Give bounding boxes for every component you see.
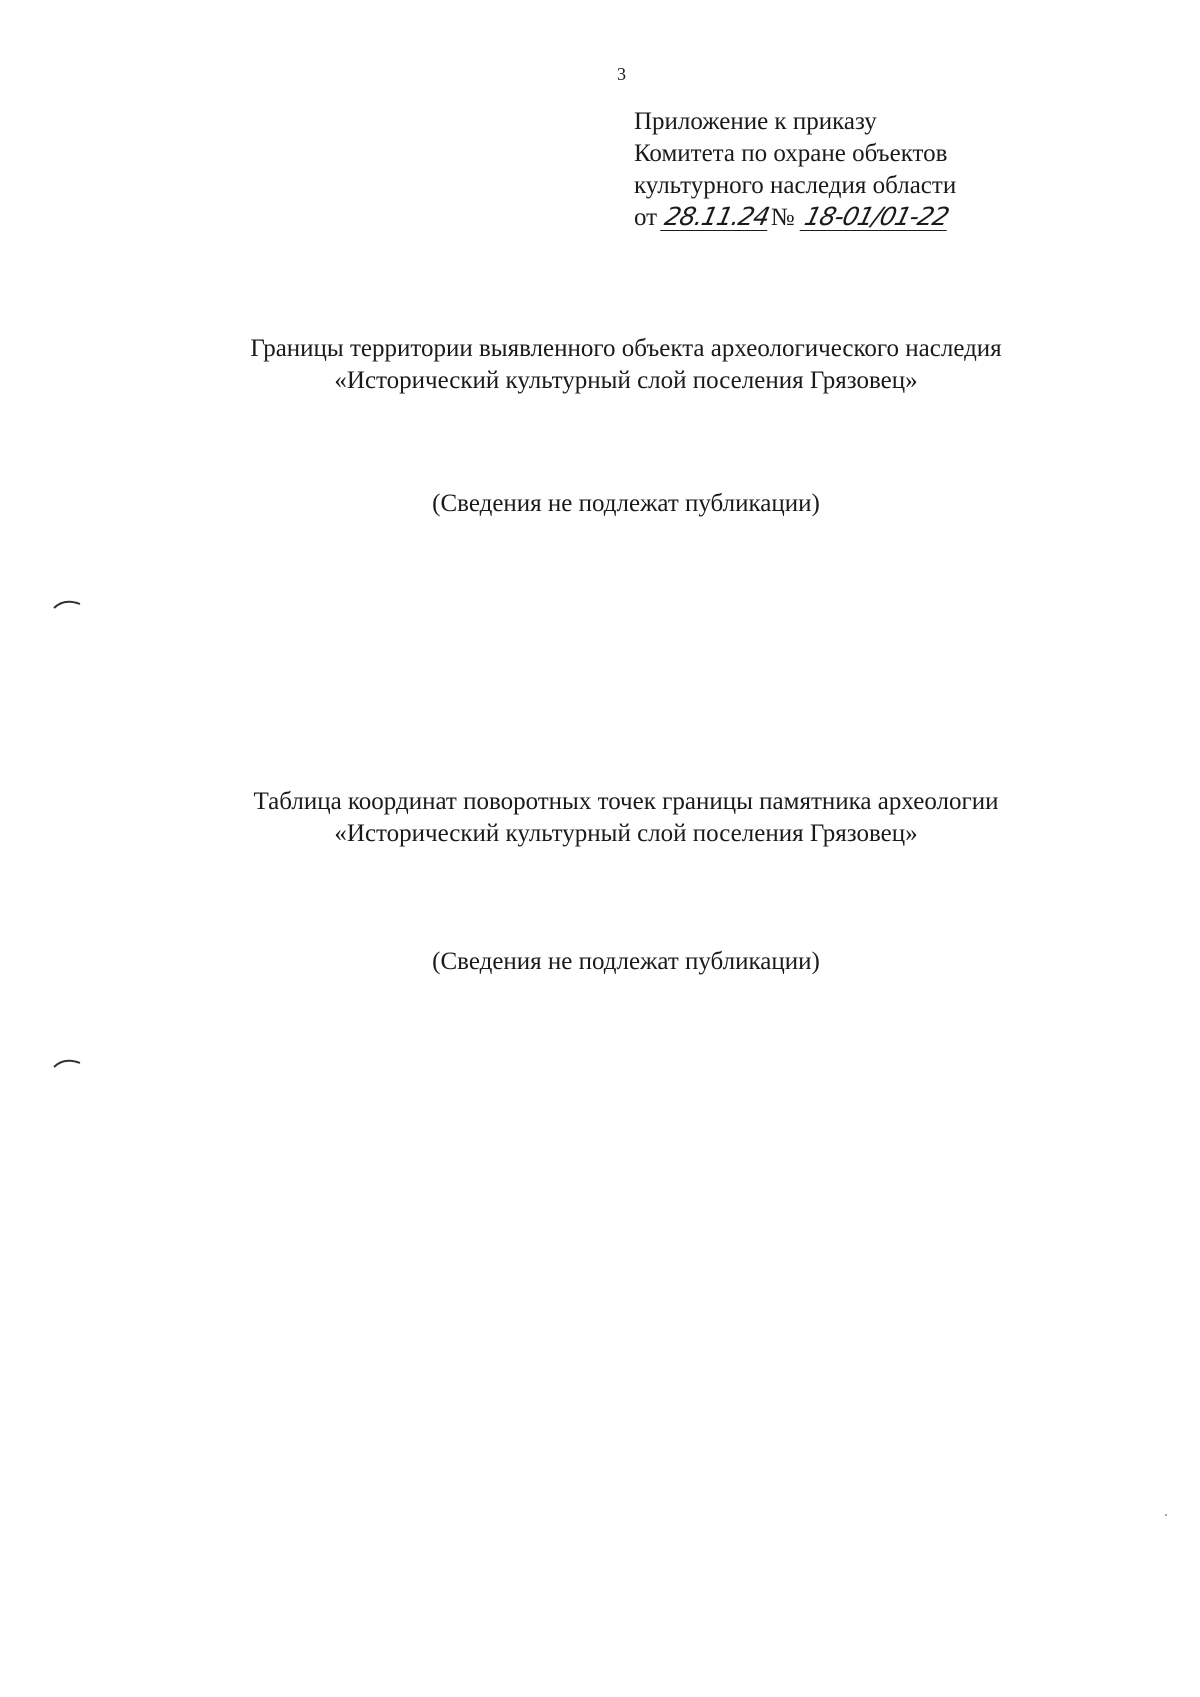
scan-speck (1165, 1514, 1167, 1516)
handwritten-date: 28.11.24 (662, 202, 772, 231)
section-2-title (0, 786, 1200, 850)
punch-hole-mark-icon (52, 1055, 82, 1069)
section-2-title-line-2: «Исторический культурный слой поселения Грязовец» (334, 820, 918, 847)
number-sign: № (770, 204, 795, 231)
section-1-title-line-2: «Исторический культурный слой поселения Грязовец» (334, 367, 918, 394)
appendix-line-1: Приложение к приказу (634, 108, 877, 135)
order-date-number-line (634, 202, 956, 234)
handwritten-order-number: 18-01/01-22 (801, 202, 952, 231)
appendix-header (634, 106, 956, 234)
appendix-line-2: Комитета по охране объектов (634, 140, 948, 167)
appendix-line-3: культурного наследия области (634, 172, 957, 199)
section-1-title-line-1: Границы территории выявленного объекта археологического наследия (250, 335, 1002, 362)
section-2-note: (Сведения не подлежат публикации) (432, 948, 820, 975)
section-1-note: (Сведения не подлежат публикации) (432, 490, 820, 517)
punch-hole-mark-icon (52, 596, 82, 610)
section-1-title (0, 333, 1200, 397)
page-number: 3 (617, 64, 626, 84)
section-2-title-line-1: Таблица координат поворотных точек границы памятника археологии (253, 788, 999, 815)
date-prefix: от (634, 204, 658, 231)
